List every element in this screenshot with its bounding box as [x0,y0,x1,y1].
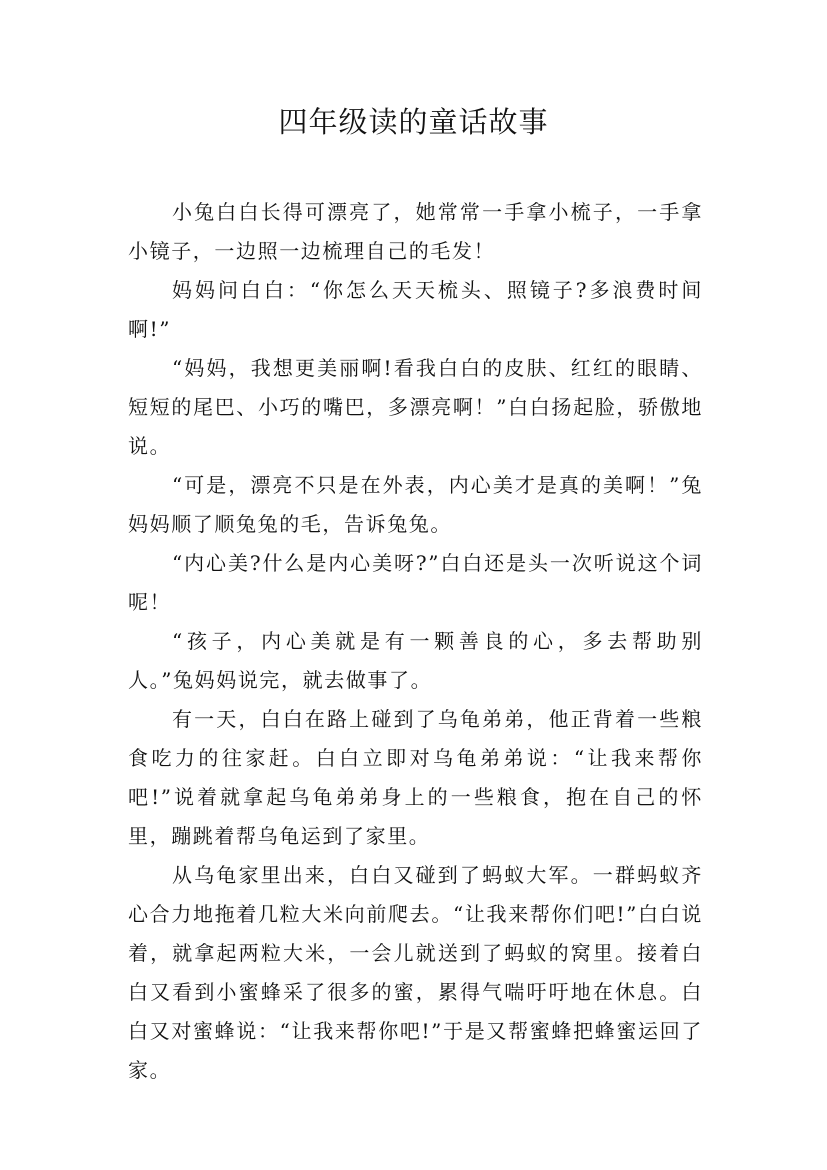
paragraph: “内心美?什么是内心美呀?”白白还是头一次听说这个词呢！ [128,551,703,614]
paragraph: “可是，漂亮不只是在外表，内心美才是真的美啊！”兔妈妈顺了顺兔兔的毛，告诉兔兔。 [128,473,703,536]
paragraph: 从乌龟家里出来，白白又碰到了蚂蚁大军。一群蚂蚁齐心合力地拖着几粒大米向前爬去。“让我来帮你们吧!”白白说着，就拿起两粒大米，一会儿就送到了蚂蚁的窝里。接着白白又看到小蜜蜂采了很多的蜜，累得气喘吁吁地在休息。白白又对蜜蜂说：“让我来帮你吧!”于是又帮蜜蜂把蜂蜜运回了家。 [128,863,703,1082]
document-body [128,193,703,1090]
paragraph: 小兔白白长得可漂亮了，她常常一手拿小梳子，一手拿小镜子，一边照一边梳理自己的毛发！ [128,200,703,263]
paragraph: “孩子，内心美就是有一颗善良的心，多去帮助别人。”兔妈妈说完，就去做事了。 [128,629,703,692]
paragraph: 有一天，白白在路上碰到了乌龟弟弟，他正背着一些粮食吃力的往家赶。白白立即对乌龟弟弟说：“让我来帮你吧!”说着就拿起乌龟弟弟身上的一些粮食，抱在自己的怀里，蹦跳着帮乌龟运到了家里。 [128,707,703,848]
paragraph: “妈妈，我想更美丽啊!看我白白的皮肤、红红的眼睛、短短的尾巴、小巧的嘴巴，多漂亮啊！”白白扬起脸，骄傲地说。 [128,356,703,458]
document-title: 四年级读的童话故事 [278,105,549,139]
paragraph: 妈妈问白白：“你怎么天天梳头、照镜子?多浪费时间啊!” [128,278,703,341]
